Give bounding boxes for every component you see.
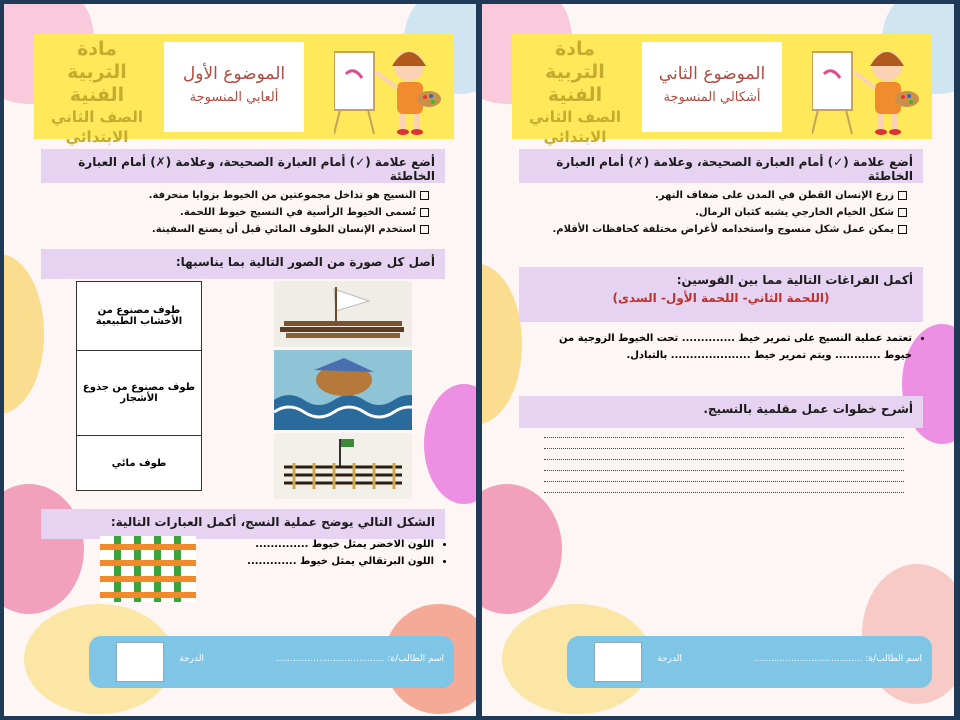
weaving-diagram	[100, 536, 196, 602]
question-1-title: أضع علامة (✓) أمام العبارة الصحيحة، وعلامة (✗) أمام العبارة الخاطئة	[519, 149, 923, 183]
topic-subtitle: ألعابي المنسوجة	[189, 90, 279, 105]
answer-line[interactable]	[544, 459, 904, 460]
question-1-title: أضع علامة (✓) أمام العبارة الصحيحة، وعلامة (✗) أمام العبارة الخاطئة	[41, 149, 445, 183]
statement-item[interactable]: استخدم الإنسان الطوف المائي قبل أن يصنع السفينة.	[84, 221, 429, 238]
decor-blob	[4, 484, 84, 614]
grade-label: الدرجة	[657, 654, 682, 664]
question-2-box	[519, 267, 923, 322]
topic-title: الموضوع الأول	[182, 64, 286, 84]
subject-title: مادة التربية الفنية الصف الثاني الابتدائي	[529, 38, 621, 146]
question-1-items	[542, 187, 907, 238]
worksheet-header	[34, 34, 454, 146]
answer-line[interactable]	[544, 437, 904, 438]
raft-photos	[274, 281, 412, 502]
matching-table	[76, 281, 202, 491]
student-name-field[interactable]: اسم الطالب/ة: ......................................	[753, 654, 922, 664]
decor-blob	[482, 264, 522, 424]
grade-box[interactable]	[116, 642, 164, 682]
raft-photo-1[interactable]	[274, 281, 412, 347]
checkbox[interactable]	[420, 208, 429, 217]
decor-blob	[424, 384, 476, 504]
question-2-title: أصل كل صورة من الصور التالية بما يناسبها:	[41, 249, 445, 279]
statement-item[interactable]: تُسمى الخيوط الرأسية في النسيج خيوط اللحمة.	[84, 204, 429, 221]
student-footer	[89, 636, 454, 688]
match-option[interactable]: طوف مصنوع من جذوع الأشجار	[77, 351, 202, 436]
answer-line[interactable]	[544, 492, 904, 493]
girl-painting-illustration	[334, 44, 444, 136]
match-option[interactable]: طوف مصنوع من الأخشاب الطبيعية	[77, 282, 202, 351]
checkbox[interactable]	[898, 225, 907, 234]
fill-in-line[interactable]: خيوط ............ ويتم تمرير خيط ..................... بالتبادل.	[626, 350, 912, 361]
statement-item[interactable]: النسيج هو تداخل مجموعتين من الخيوط بزوايا منحرفة.	[84, 187, 429, 204]
topic-box	[164, 42, 304, 132]
question-3-title: أشرح خطوات عمل مقلمية بالنسيج.	[519, 396, 923, 428]
grade-label: الدرجة	[179, 654, 204, 664]
answer-line[interactable]	[544, 481, 904, 482]
subject-title: مادة التربية الفنية الصف الثاني الابتدائي	[51, 38, 143, 146]
fill-in-line[interactable]: • تعتمد عملية النسيج على تمرير خيط .............. تحت الخيوط الزوجية من	[542, 330, 912, 347]
checkbox[interactable]	[420, 191, 429, 200]
answer-line[interactable]	[544, 470, 904, 471]
question-1-items	[84, 187, 429, 238]
question-2-choices: (اللحمة الثاني- اللحمة الأول- السدى)	[612, 291, 830, 305]
answer-line[interactable]	[544, 448, 904, 449]
statement-item[interactable]: شكل الخيام الخارجي يشبه كثبان الرمال.	[542, 204, 907, 221]
match-option[interactable]: طوف مائي	[77, 436, 202, 491]
question-2-title: أكمل الفراغات التالية مما بين القوسين:	[676, 273, 913, 287]
fill-in-item[interactable]: • اللون الاخضر يمثل خيوط ..............	[204, 536, 434, 553]
checkbox[interactable]	[898, 208, 907, 217]
raft-photo-3[interactable]	[274, 433, 412, 499]
question-2-text	[542, 330, 928, 364]
decor-blob	[482, 484, 562, 614]
raft-photo-2[interactable]	[274, 350, 412, 430]
statement-item[interactable]: يمكن عمل شكل منسوج واستخدامه لأغراض مختلفة كحافظات الأقلام.	[542, 221, 907, 238]
student-name-field[interactable]: اسم الطالب/ة: ......................................	[275, 654, 444, 664]
checkbox[interactable]	[898, 191, 907, 200]
statement-item[interactable]: زرع الإنسان القطن في المدن على ضفاف النهر.	[542, 187, 907, 204]
topic-box	[642, 42, 782, 132]
grade-box[interactable]	[594, 642, 642, 682]
student-footer	[567, 636, 932, 688]
topic-title: الموضوع الثاني	[658, 64, 766, 84]
worksheet-page-1	[4, 4, 476, 716]
worksheet-page-2	[482, 4, 954, 716]
decor-blob	[4, 254, 44, 414]
question-3-items	[204, 536, 448, 570]
girl-painting-illustration	[812, 44, 922, 136]
worksheet-header	[512, 34, 932, 146]
fill-in-item[interactable]: • اللون البرتقالي يمثل خيوط .............	[204, 553, 434, 570]
question-3-title: الشكل التالي يوضح عملية النسج، أكمل العبارات التالية:	[41, 509, 445, 539]
topic-subtitle: أشكالي المنسوجة	[663, 90, 761, 105]
checkbox[interactable]	[420, 225, 429, 234]
